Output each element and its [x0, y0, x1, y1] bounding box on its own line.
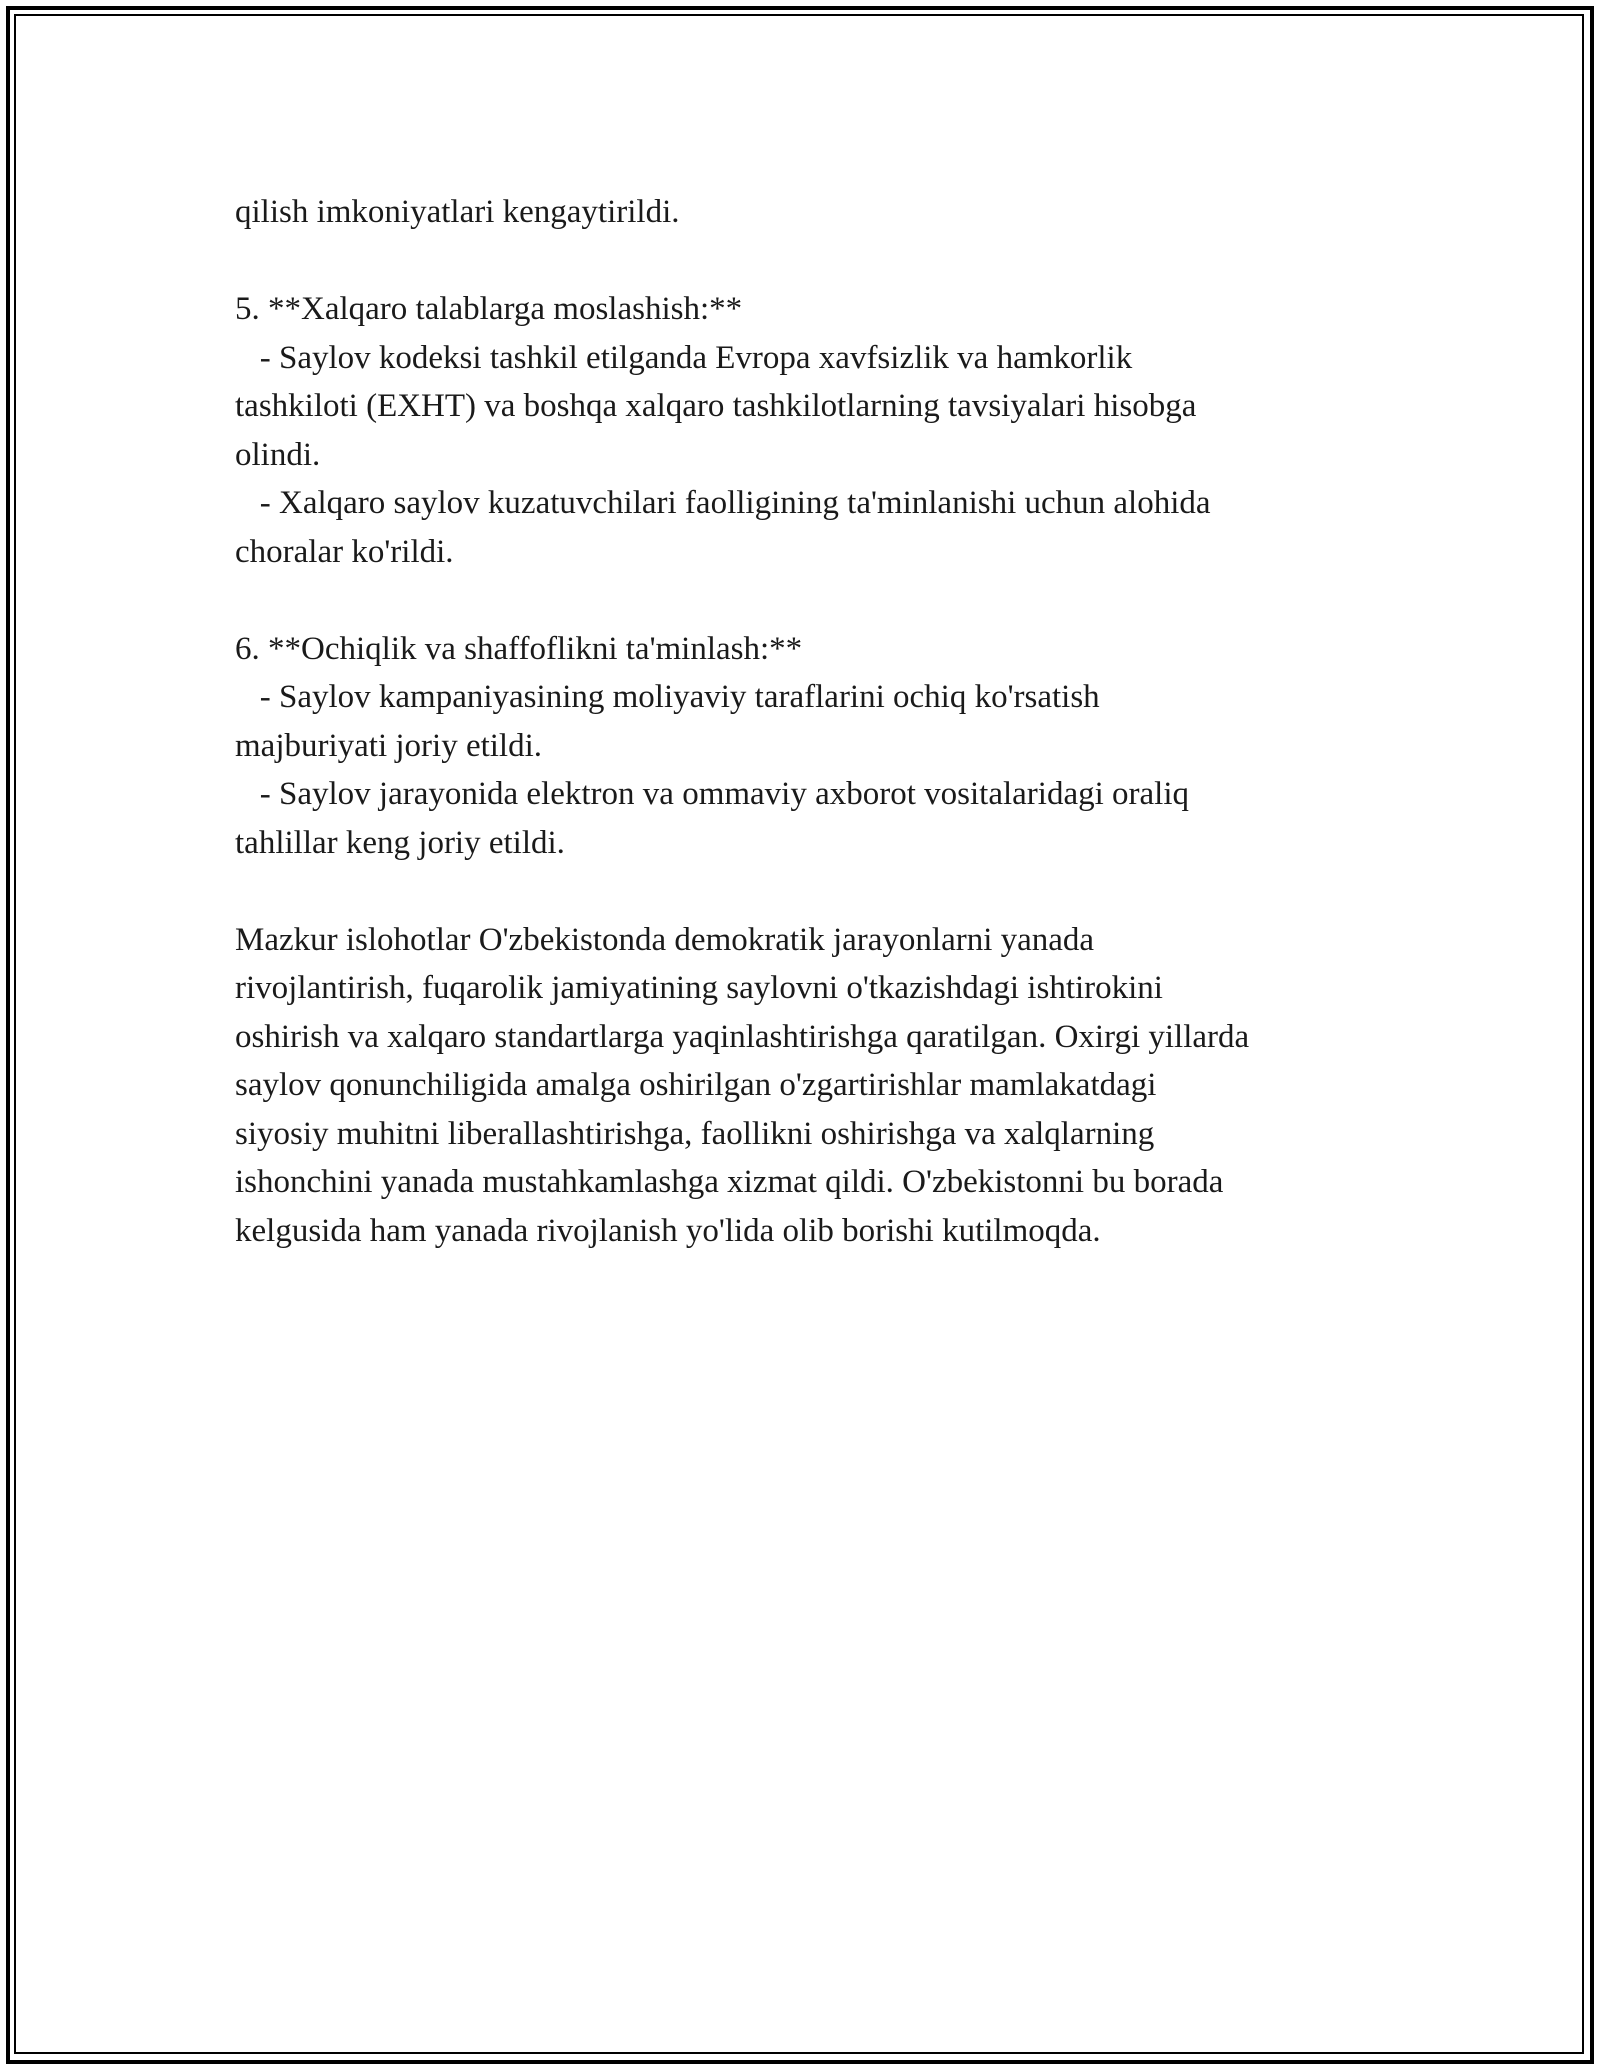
text-line: tahlillar keng joriy etildi. [235, 824, 565, 861]
text-line: tashkiloti (EXHT) va boshqa xalqaro tashkilotlarning tavsiyalari hisobga [235, 388, 1197, 424]
conclusion-line: rivojlantirish, fuqarolik jamiyatining saylovni o'tkazishdagi ishtirokini [235, 970, 1163, 1006]
section-heading-5: 5. **Xalqaro talablarga moslashish:** [235, 291, 743, 327]
text-line: - Xalqaro saylov kuzatuvchilari faolligining ta'minlanishi uchun alohida [235, 485, 1211, 521]
conclusion-line: oshirish va xalqaro standartlarga yaqinlashtirishga qaratilgan. Oxirgi yillarda [235, 1018, 1250, 1055]
text-line: - Saylov kodeksi tashkil etilganda Evropa xavfsizlik va hamkorlik [235, 339, 1133, 376]
conclusion-line: Mazkur islohotlar O'zbekistonda demokratik jarayonlarni yanada [235, 921, 1095, 958]
section-heading-6: 6. **Ochiqlik va shaffoflikni ta'minlash:** [235, 630, 803, 667]
text-line: olindi. [235, 436, 321, 473]
blank-line [235, 576, 1375, 625]
blank-line [235, 867, 1375, 916]
text-line: choralar ko'rildi. [235, 533, 454, 570]
conclusion-line: siyosiy muhitni liberallashtirishga, faollikni oshirishga va xalqlarning [235, 1115, 1155, 1152]
document-body [235, 188, 1375, 1255]
text-line: majburiyati joriy etildi. [235, 727, 543, 764]
blank-line [235, 237, 1375, 286]
conclusion-line: kelgusida ham yanada rivojlanish yo'lida olib borishi kutilmoqda. [235, 1212, 1101, 1249]
text-line: qilish imkoniyatlari kengaytirildi. [235, 194, 680, 230]
conclusion-line: saylov qonunchiligida amalga oshirilgan o'zgartirishlar mamlakatdagi [235, 1067, 1157, 1103]
text-line: - Saylov jarayonida elektron va ommaviy axborot vositalaridagi oraliq [235, 776, 1189, 812]
text-line: - Saylov kampaniyasining moliyaviy taraflarini ochiq ko'rsatish [235, 679, 1100, 715]
conclusion-line: ishonchini yanada mustahkamlashga xizmat qildi. O'zbekistonni bu borada [235, 1164, 1224, 1200]
